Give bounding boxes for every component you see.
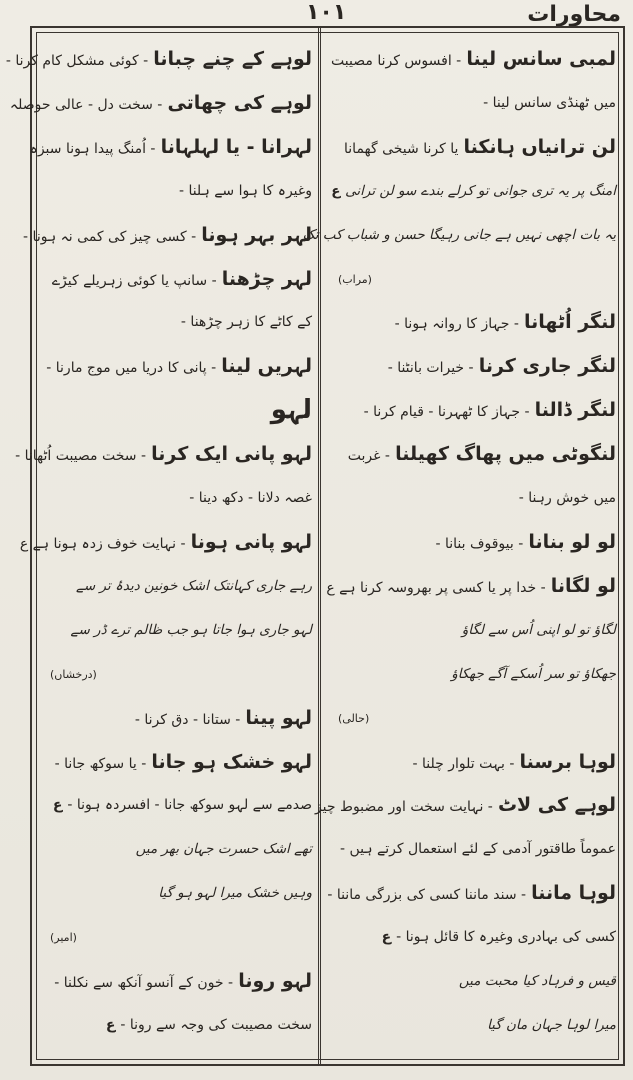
idiom-meaning: - ستانا - دق کرنا - xyxy=(134,711,241,728)
idiom-phrase: لن ترانیاں ہانکنا xyxy=(463,135,616,158)
continuation-line xyxy=(40,1004,312,1048)
continuation-line xyxy=(328,916,616,960)
idiom-meaning: - خدا پر یا کسی پر بھروسہ کرنا ہے xyxy=(339,579,546,596)
idiom-entry xyxy=(40,960,312,1004)
idiom-meaning: - یا سوکھ جانا - xyxy=(54,755,147,772)
idiom-phrase: لہرانا - یا لہلہانا xyxy=(160,135,312,158)
idiom-phrase: لوہے کی لاٹ xyxy=(497,794,616,817)
right-column xyxy=(302,38,616,1056)
verse-text: رہے جاری کہانتک اشک خونین دیدۂ تر سے xyxy=(75,577,312,594)
left-column xyxy=(5,38,312,1056)
verse-line xyxy=(328,1004,616,1048)
verse-text: میرا لوہا جہان مان گیا xyxy=(487,1016,616,1033)
idiom-entry xyxy=(23,214,312,258)
idiom-entry xyxy=(314,784,616,828)
verse-text: وہیں خشک میرا لہو ہو گیا xyxy=(158,885,312,902)
verse-line xyxy=(40,828,312,872)
idiom-phrase: لوہا برسنا xyxy=(519,750,616,773)
poet-attribution: (درخشاں) xyxy=(50,667,97,681)
verse-text: امنگ پر یہ تری جوانی تو کرلے بندے سو لن ترانی xyxy=(345,182,616,199)
idiom-entry xyxy=(328,521,616,565)
idiom-entry xyxy=(40,697,312,741)
idiom-meaning: - غربت xyxy=(347,448,390,465)
idiom-meaning: - نہایت سخت اور مضبوط چیز xyxy=(314,799,493,816)
idiom-phrase: لو لگانا xyxy=(550,574,616,597)
continuation-text: کسی کی بہادری وغیرہ کا قائل ہونا - xyxy=(396,929,616,946)
idiom-meaning: - کوئی مشکل کام کرنا - xyxy=(5,53,149,69)
verse-line xyxy=(328,653,616,697)
verse-line xyxy=(40,565,312,609)
verse-line xyxy=(328,960,616,1004)
continuation-line xyxy=(328,82,616,126)
idiom-meaning: - اُمنگ پیدا ہونا سبزہ xyxy=(29,140,156,157)
idiom-phrase: لہو خشک ہو جانا xyxy=(151,750,312,773)
idiom-meaning: - نہایت خوف زدہ ہونا ہے xyxy=(32,535,186,552)
page-number: ۱۰۱ xyxy=(306,0,347,25)
idiom-phrase: لوہے کے چنے چبانا xyxy=(153,48,312,70)
idiom-meaning: - سانپ یا کوئی زہریلے کیڑے xyxy=(51,272,217,289)
continuation-line xyxy=(328,828,616,872)
verse-marker: ع xyxy=(381,929,397,946)
idiom-entry xyxy=(328,126,616,170)
idiom-phrase: لوہے کی چھاتی xyxy=(167,91,312,114)
continuation-line xyxy=(40,784,312,828)
column-divider xyxy=(318,26,321,1066)
verse-text: جھکاؤ تو سر اُسکے آگے جھکاؤ xyxy=(451,665,616,682)
poet-attribution: (حالی) xyxy=(338,711,370,725)
idiom-meaning: - پانی کا دریا میں موج مارنا - xyxy=(46,360,217,377)
continuation-text: کے کاٹے کا زہر چڑھنا - xyxy=(180,314,312,331)
verse-line xyxy=(40,872,312,916)
idiom-phrase: لوہا ماننا xyxy=(531,882,616,905)
section-heading: لہو xyxy=(270,395,312,426)
verse-text: لہو جاری ہوا جاتا ہو جب ظالم ترے ڈر سے xyxy=(70,621,312,638)
verse-text: تھے اشک حسرت جہان بھر میں xyxy=(135,841,312,858)
verse-marker: ع xyxy=(52,797,68,814)
continuation-text: عموماً طاقتور آدمی کے لئے استعمال کرتے ہیں - xyxy=(340,841,616,858)
verse-text: قیس و فرہاد کیا محبت میں xyxy=(458,973,616,990)
idiom-meaning: - جہاز کا ٹھہرنا - قیام کرنا - xyxy=(363,404,530,421)
idiom-phrase: لہر بہر ہونا xyxy=(201,223,312,246)
continuation-line xyxy=(40,477,312,521)
idiom-entry xyxy=(40,741,312,785)
continuation-line xyxy=(40,170,312,214)
continuation-line xyxy=(40,301,312,345)
idiom-entry xyxy=(29,126,312,170)
continuation-text: میں ٹھنڈی سانس لینا - xyxy=(483,94,616,111)
idiom-meaning: - سخت دل - عالی حوصلہ xyxy=(9,96,163,113)
idiom-entry xyxy=(328,345,616,389)
idiom-meaning: - جہاز کا روانہ ہونا - xyxy=(394,316,519,333)
running-title: محاورات xyxy=(527,2,621,27)
idiom-entry xyxy=(328,741,616,785)
idiom-meaning: - بہت تلوار چلنا - xyxy=(412,755,515,772)
verse-line xyxy=(40,609,312,653)
idiom-phrase: لہریں لینا xyxy=(221,355,312,378)
continuation-line xyxy=(328,477,616,521)
idiom-entry xyxy=(5,38,312,82)
idiom-entry xyxy=(328,301,616,345)
idiom-meaning: - کسی چیز کی کمی نہ ہونا - xyxy=(23,228,197,245)
idiom-meaning: - سند ماننا کسی کی بزرگی ماننا - xyxy=(327,887,527,904)
idiom-entry xyxy=(19,521,312,565)
idiom-entry xyxy=(328,433,616,477)
idiom-entry xyxy=(40,345,312,389)
continuation-text: صدمے سے لہو سوکھ جانا - افسردہ ہونا - xyxy=(67,797,312,814)
idiom-entry xyxy=(328,38,616,82)
poet-attribution: (امیر) xyxy=(50,931,77,945)
idiom-meaning: - سخت مصیبت اُٹھانا - xyxy=(15,448,147,465)
idiom-phrase: لہو پانی ہونا xyxy=(190,530,312,553)
idiom-meaning: - بیوقوف بنانا - xyxy=(435,535,524,552)
idiom-entry xyxy=(15,433,312,477)
idiom-phrase: لہو پینا xyxy=(245,706,312,729)
idiom-phrase: لو لو بنانا xyxy=(528,530,616,553)
idiom-phrase: لہو رونا xyxy=(238,970,312,993)
idiom-phrase: لہر چڑھنا xyxy=(221,267,312,290)
idiom-phrase: لنگوٹی میں پھاگ کھیلنا xyxy=(395,443,616,466)
idiom-phrase: لنگر ڈالنا xyxy=(534,399,616,422)
continuation-text: وغیرہ کا ہوا سے ہلنا - xyxy=(178,182,312,199)
idiom-phrase: لہو پانی ایک کرنا xyxy=(151,443,312,466)
verse-marker: ع xyxy=(19,535,33,552)
idiom-phrase: لنگر اُٹھانا xyxy=(524,311,616,334)
verse-text: لگاؤ تو لو اپنی اُس سے لگاؤ xyxy=(461,621,616,638)
verse-line xyxy=(302,214,616,258)
verse-marker: ع xyxy=(331,182,346,199)
poet-attribution: (مراب) xyxy=(338,272,372,286)
verse-line xyxy=(328,170,616,214)
continuation-text: غصہ دلانا - دکھ دینا - xyxy=(189,490,312,507)
verse-marker: ع xyxy=(326,579,340,596)
continuation-text: میں خوش رہنا - xyxy=(518,490,616,507)
idiom-meaning: - خون کے آنسو آنکھ سے نکلنا - xyxy=(54,975,234,992)
idiom-meaning: یا کرنا شیخی گھمانا xyxy=(344,140,459,157)
idiom-entry xyxy=(9,82,312,126)
idiom-phrase: لمبی سانس لینا xyxy=(466,48,616,70)
idiom-phrase: لنگر جاری کرنا xyxy=(478,355,616,378)
verse-text: یہ بات اچھی نہیں ہے جانی رہیگا حسن و شباب کب تک xyxy=(302,226,616,243)
idiom-entry xyxy=(328,565,616,609)
idiom-entry xyxy=(40,258,312,302)
idiom-entry xyxy=(328,389,616,433)
verse-line xyxy=(328,609,616,653)
verse-marker: ع xyxy=(105,1016,121,1033)
idiom-entry xyxy=(328,872,616,916)
idiom-meaning: - افسوس کرنا مصیبت xyxy=(331,53,462,69)
continuation-text: سخت مصیبت کی وجہ سے رونا - xyxy=(120,1016,312,1033)
idiom-meaning: - خیرات بانٹنا - xyxy=(387,360,474,377)
